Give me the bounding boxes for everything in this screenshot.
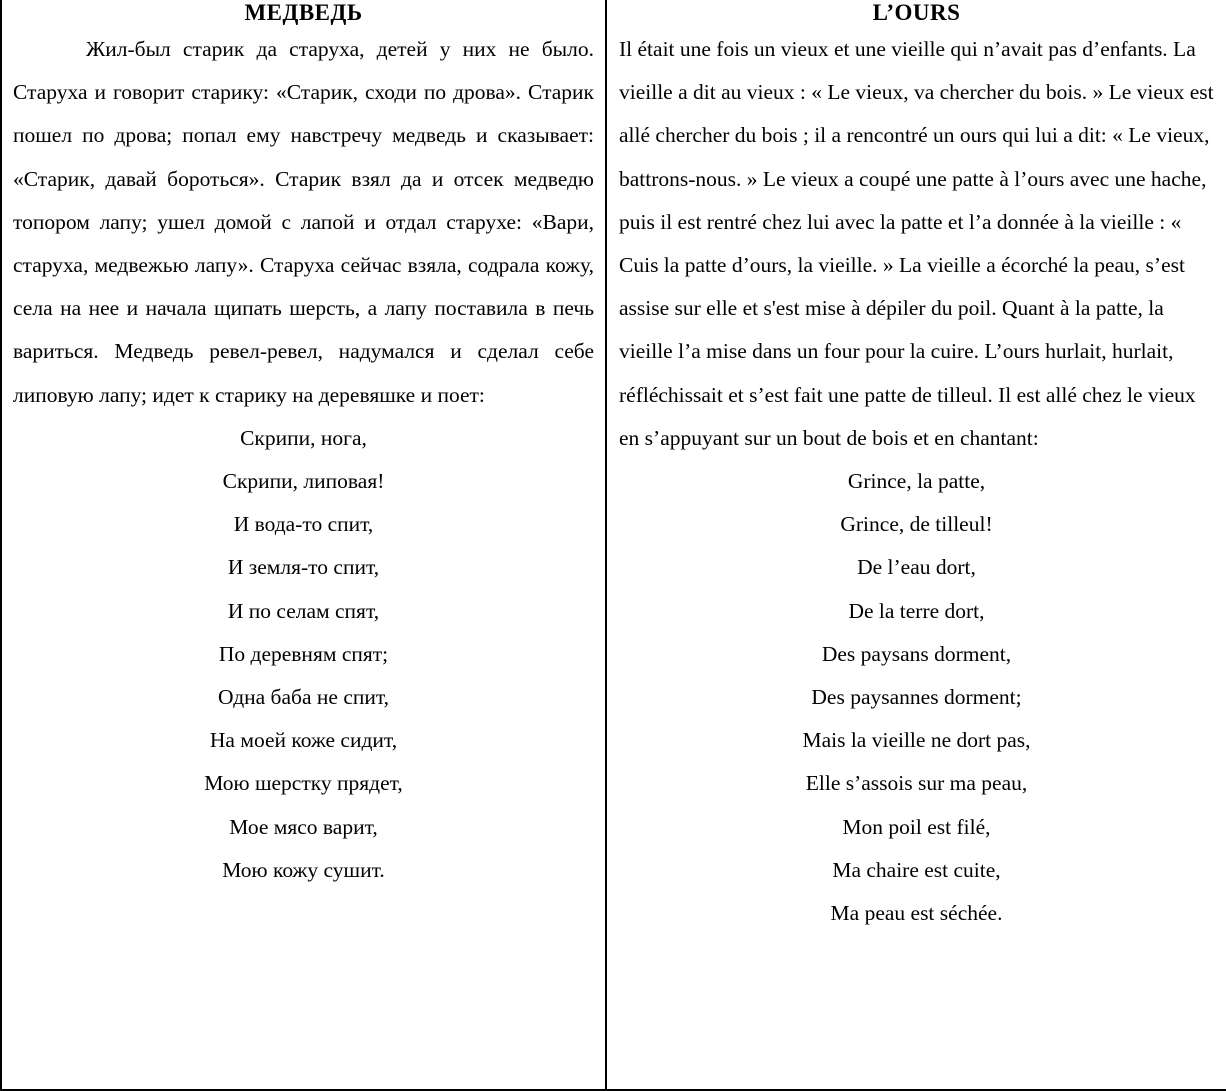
verse-line: Mais la vieille ne dort pas, xyxy=(802,728,1031,753)
russian-prose: Жил-был старик да старуха, детей у них не было. Старуха и говорит старику: «Старик, сходи по дрова». Старик пошел по дрова; попал ему навстречу медведь и сказывает: «Старик, давай бороться». Старик взял да и отсек медведю топором лапу; ушел домой с лапой и отдал старухе: «Вари, старуха, медвежью лапу». Старуха сейчас взяла, содрала кожу, села на нее и начала щипать шерсть, а лапу поставила в печь вариться. Медведь ревел-ревел, надумался и сделал себе липовую лапу; идет к старику на деревяшке и поет: xyxy=(13,37,594,407)
verse-line: Grince, la patte, xyxy=(847,469,986,494)
verse-line: Скрипи, нога, xyxy=(240,425,367,450)
french-column xyxy=(607,0,1226,1089)
verse-line: Мою шерстку прядет, xyxy=(204,771,403,796)
verse-line: Des paysannes dorment; xyxy=(811,685,1022,710)
russian-verse xyxy=(13,417,594,892)
french-title: L’OURS xyxy=(872,0,961,25)
verse-line: De la terre dort, xyxy=(848,598,985,623)
verse-line: И по селам спят, xyxy=(227,598,380,623)
verse-line: По деревням спят; xyxy=(218,641,389,666)
verse-line: Ma chaire est cuite, xyxy=(832,857,1001,882)
verse-line: И земля-то спит, xyxy=(227,555,380,580)
verse-line: Elle s’assois sur ma peau, xyxy=(805,771,1028,796)
verse-line: Мое мясо варит, xyxy=(229,814,378,839)
french-prose: Il était une fois un vieux et une vieille qui n’avait pas d’enfants. La vieille a dit au vieux : « Le vieux, va chercher du bois. » Le vieux est allé chercher du bois ; il a rencontré un ours qui lui a dit: « Le vieux, battrons-nous. » Le vieux a coupé une patte à l’ours avec une hache, puis il est rentré chez lui avec la patte et l’a donnée à la vieille : « Cuis la patte d’ours, la vieille. » La vieille a écorché la peau, s’est assise sur elle et s'est mise à dépiler du poil. Quant à la patte, la vieille l’a mise dans un four pour la cuire. L’ours hurlait, hurlait, réfléchissait et s’est fait une patte de tilleul. Il est allé chez le vieux en s’appuyant sur un bout de bois et en chantant: xyxy=(619,37,1214,450)
verse-line: De l’eau dort, xyxy=(857,555,976,580)
verse-line: Скрипи, липовая! xyxy=(222,469,385,494)
verse-line: Одна баба не спит, xyxy=(217,685,390,710)
verse-line: Mon poil est filé, xyxy=(842,814,991,839)
verse-line: Des paysans dorment, xyxy=(821,641,1012,666)
verse-line: Ma peau est séchée. xyxy=(830,901,1003,926)
russian-column xyxy=(2,0,607,1089)
verse-line: Grince, de tilleul! xyxy=(840,512,993,537)
verse-line: На моей коже сидит, xyxy=(209,728,398,753)
russian-title: МЕДВЕДЬ xyxy=(244,0,363,25)
verse-line: И вода-то спит, xyxy=(233,512,374,537)
french-verse xyxy=(619,460,1214,935)
verse-line: Мою кожу сушит. xyxy=(222,857,385,882)
